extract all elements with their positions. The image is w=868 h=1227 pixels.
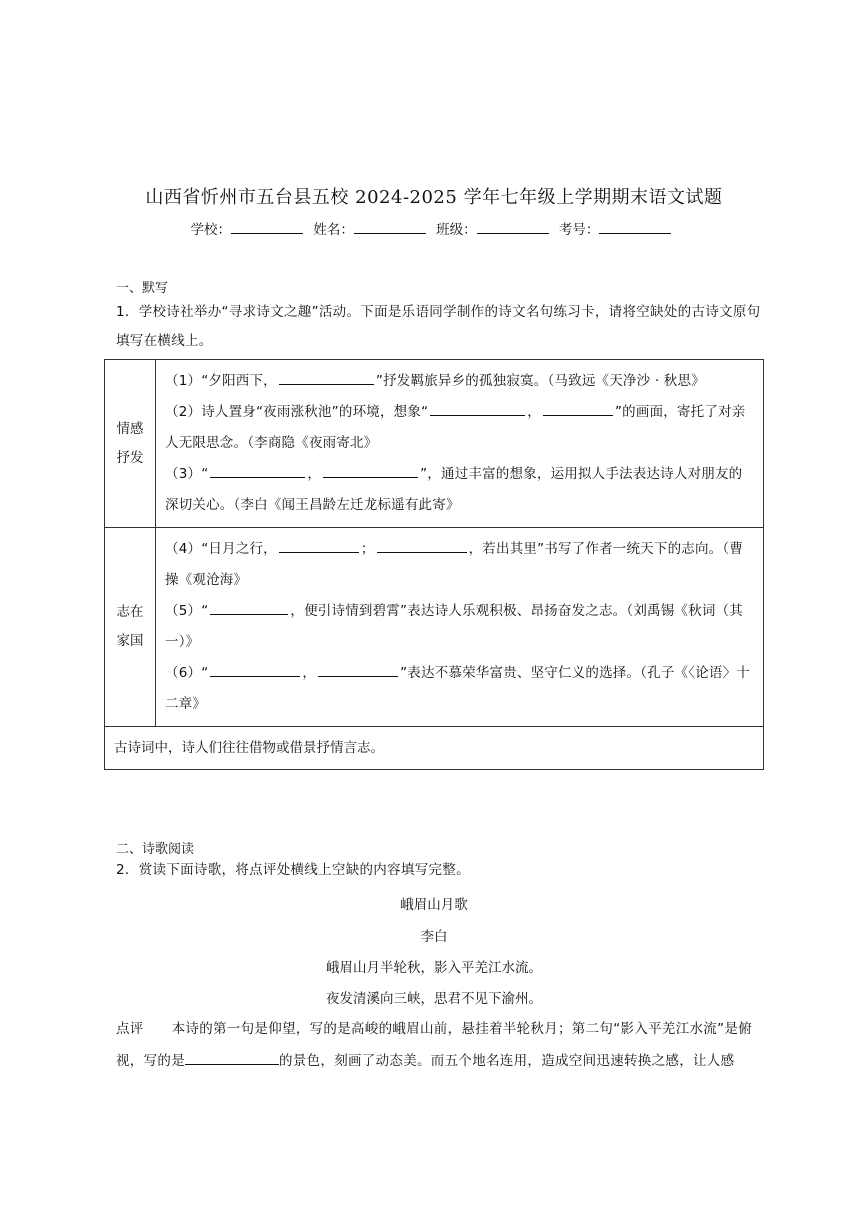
answer-blank[interactable] — [323, 464, 418, 478]
question-2-text: 2．赏读下面诗歌，将点评处横线上空缺的内容填写完整。 — [116, 862, 470, 878]
practice-card-table — [104, 359, 764, 770]
school-label: 学校： — [190, 222, 232, 238]
answer-blank[interactable] — [430, 402, 525, 416]
list-item: （6）“ ， ”表达不慕荣华富贵、坚守仁义的选择。（孔子《〈论语〉十二章》 — [165, 665, 750, 712]
table-row — [105, 727, 764, 770]
answer-blank[interactable] — [279, 371, 374, 385]
name-label: 姓名： — [313, 222, 354, 238]
review-text: 本诗的第一句是仰望，写的是高峻的峨眉山前，悬挂着半轮秋月；第二句“影入平羌江水流”是俯视，写的是 — [116, 1021, 752, 1069]
table-row — [105, 528, 764, 727]
answer-blank[interactable] — [210, 601, 288, 615]
page-title: 山西省忻州市五台县五校 2024-2025 学年七年级上学期期末语文试题 — [145, 187, 723, 208]
section-heading-1: 一、默写 — [116, 281, 169, 296]
list-item: （1）“夕阳西下， ”抒发羁旅异乡的孤独寂寞。（马致远《天净沙 · 秋思》 — [165, 373, 705, 389]
poem-line: 夜发清溪向三峡，思君不见下渝州。 — [326, 991, 542, 1007]
category-cell — [105, 360, 156, 528]
list-item: （2）诗人置身“夜雨涨秋池”的环境，想象“ ， ”的画面，寄托了对亲人无限思念。（李商隐《夜雨寄北》 — [165, 404, 746, 451]
class-label: 班级： — [436, 222, 477, 238]
student-info-row — [0, 218, 868, 238]
review-label: 点评 — [116, 1021, 144, 1037]
answer-blank[interactable] — [185, 1051, 279, 1065]
poem-title: 峨眉山月歌 — [400, 897, 468, 913]
school-blank[interactable] — [231, 220, 303, 234]
review-paragraph — [116, 1013, 764, 1077]
content-cell — [156, 360, 764, 528]
answer-blank[interactable] — [318, 663, 398, 677]
list-item: （5）“ ，便引诗情到碧霄”表达诗人乐观积极、昂扬奋发之志。（刘禹锡《秋词（其一）》 — [165, 603, 743, 650]
answer-blank[interactable] — [210, 663, 300, 677]
number-label: 考号： — [558, 222, 600, 238]
answer-blank[interactable] — [377, 539, 467, 553]
poem-author: 李白 — [420, 929, 448, 945]
table-row — [105, 360, 764, 528]
answer-blank[interactable] — [543, 402, 613, 416]
question-1-text: 1．学校诗社举办“寻求诗文之趣”活动。下面是乐语同学制作的诗文名句练习卡，请将空缺处的古诗文原句填写在横线上。 — [116, 304, 761, 349]
list-item: （3）“ ， ”，通过丰富的想象，运用拟人手法表达诗人对朋友的深切关心。（李白《闻王昌龄左迁龙标遥有此寄》 — [165, 466, 743, 513]
answer-blank[interactable] — [210, 464, 305, 478]
list-item: （4）“日月之行， ； ，若出其里”书写了作者一统天下的志向。（曹操《观沧海》 — [165, 541, 744, 588]
category-cell — [105, 528, 156, 727]
review-text: 的景色，刻画了动态美。而五个地名连用，造成空间迅速转换之感，让人感 — [279, 1053, 735, 1069]
footer-cell: 古诗词中，诗人们往往借物或借景抒情言志。 — [105, 727, 764, 770]
category-label: 抒发 — [116, 449, 144, 466]
name-blank[interactable] — [354, 220, 426, 234]
section-heading-2: 二、诗歌阅读 — [116, 842, 195, 857]
category-label: 情感 — [116, 420, 144, 437]
answer-blank[interactable] — [279, 539, 359, 553]
class-blank[interactable] — [477, 220, 549, 234]
poem-line: 峨眉山月半轮秋，影入平羌江水流。 — [326, 960, 542, 976]
number-blank[interactable] — [599, 220, 671, 234]
category-label: 家国 — [116, 633, 144, 649]
content-cell — [156, 528, 764, 727]
category-label: 志在 — [116, 604, 144, 620]
